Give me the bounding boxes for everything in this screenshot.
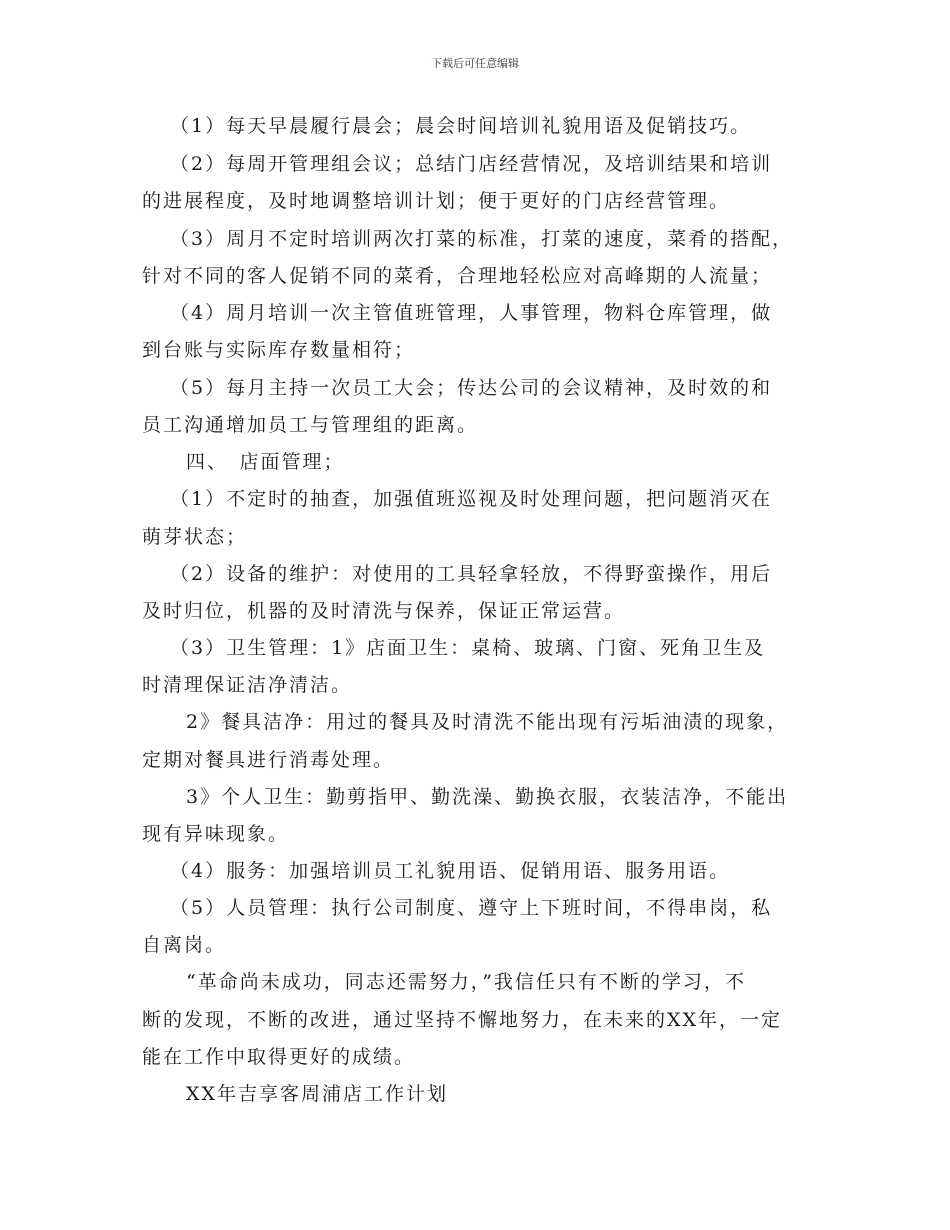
paragraph-line: （5）每月主持一次员工大会；传达公司的会议精神，及时效的和 (170, 377, 773, 399)
paragraph-line: （1）每天早晨履行晨会；晨会时间培训礼貌用语及促销技巧。 (170, 115, 752, 137)
paragraph-line: （5）人员管理：执行公司制度、遵守上下班时间，不得串岗，私 (170, 897, 773, 919)
paragraph-line: 能在工作中取得更好的成绩。 (142, 1046, 416, 1068)
paragraph-line: （4）周月培训一次主管值班管理，人事管理，物料仓库管理，做 (170, 302, 773, 324)
paragraph-line: 2》餐具洁净：用过的餐具及时清洗不能出现有污垢油渍的现象， (186, 711, 789, 733)
paragraph-line: 时清理保证洁净清洁。 (142, 674, 353, 696)
paragraph-line: （2）每周开管理组会议；总结门店经营情况，及培训结果和培训 (170, 153, 773, 175)
paragraph-line: 定期对餐具进行消毒处理。 (142, 749, 395, 771)
paragraph-line: 萌芽状态； (142, 526, 248, 548)
page-header: 下载后可任意编辑 (431, 57, 519, 70)
paragraph-line: 员工沟通增加员工与管理组的距离。 (142, 414, 479, 436)
paragraph-line: “革命尚未成功，同志还需努力，”我信任只有不断的学习，不 (186, 971, 746, 993)
paragraph-line: （1）不定时的抽查，加强值班巡视及时处理问题，把问题消灭在 (170, 488, 773, 510)
closing-title: XX年吉享客周浦店工作计划 (186, 1083, 449, 1105)
section-heading: 四、 店面管理； (186, 451, 345, 473)
paragraph-line: （3）周月不定时培训两次打菜的标准，打菜的速度，菜肴的搭配， (170, 228, 794, 250)
paragraph-line: 到台账与实际库存数量相符； (142, 339, 416, 361)
paragraph-line: 断的发现，不断的改进，通过坚持不懈地努力，在未来的XX年，一定 (142, 1009, 783, 1031)
paragraph-line: 及时归位，机器的及时清洗与保养，保证正常运营。 (142, 600, 626, 622)
paragraph-line: 现有异味现象。 (142, 823, 290, 845)
paragraph-line: 自离岗。 (142, 934, 227, 956)
paragraph-line: （2）设备的维护：对使用的工具轻拿轻放，不得野蛮操作，用后 (170, 563, 773, 585)
paragraph-line: （3）卫生管理：1》店面卫生：桌椅、玻璃、门窗、死角卫生及 (170, 637, 766, 659)
paragraph-line: 3》个人卫生：勤剪指甲、勤洗澡、勤换衣服，衣装洁净，不能出 (186, 786, 789, 808)
paragraph-line: （4）服务：加强培训员工礼貌用语、促销用语、服务用语。 (170, 860, 731, 882)
paragraph-line: 的进展程度，及时地调整培训计划；便于更好的门店经营管理。 (142, 190, 731, 212)
paragraph-line: 针对不同的客人促销不同的菜肴，合理地轻松应对高峰期的人流量； (142, 265, 773, 287)
